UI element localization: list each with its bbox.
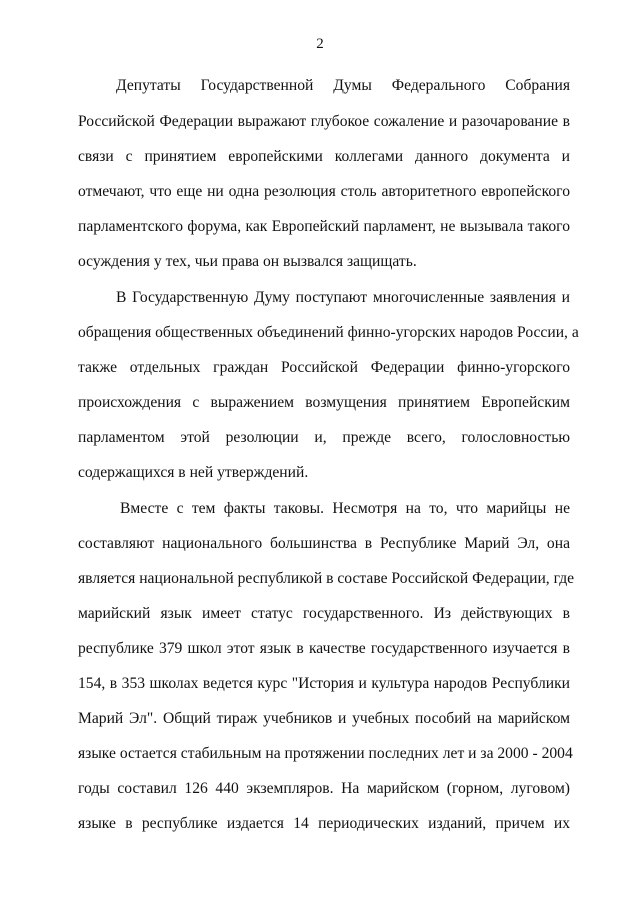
- paragraph-3-line-3: является национальной республикой в составе Российской Федерации, где: [78, 570, 575, 587]
- paragraph-2-line-6: содержащихся в ней утверждений.: [78, 464, 309, 481]
- paragraph-3-line-6: 154, в 353 школах ведется курс "История и культура народов Республики: [78, 675, 570, 692]
- paragraph-3-line-2: составляют национального большинства в Республике Марий Эл, она: [78, 535, 570, 552]
- paragraph-3-line-10: языке в республике издается 14 периодических изданий, причем их: [78, 815, 570, 832]
- paragraph-2-line-5: парламентом этой резолюции и, прежде всего, голословностью: [78, 429, 570, 446]
- paragraph-2-line-3: также отдельных граждан Российской Федерации финно-угорского: [78, 359, 570, 376]
- paragraph-3-line-9: годы составил 126 440 экземпляров. На марийском (горном, луговом): [78, 780, 570, 797]
- paragraph-1-line-3: связи с принятием европейскими коллегами данного документа и: [78, 148, 570, 165]
- paragraph-3-line-8: языке остается стабильным на протяжении последних лет и за 2000 - 2004: [78, 745, 573, 762]
- paragraph-1-line-4: отмечают, что еще ни одна резолюция столь авторитетного европейского: [78, 183, 570, 200]
- page-number: 2: [316, 36, 324, 52]
- paragraph-3-line-5: республике 379 школ этот язык в качестве государственного изучается в: [78, 640, 570, 657]
- paragraph-3-line-7: Марий Эл". Общий тираж учебников и учебных пособий на марийском: [78, 710, 570, 727]
- paragraph-2-line-2: обращения общественных объединений финно-угорских народов России, а: [78, 324, 579, 341]
- paragraph-1-line-5: парламентского форума, как Европейский парламент, не вызывала такого: [78, 218, 570, 235]
- paragraph-1-line-1: Депутаты Государственной Думы Федерального Собрания: [116, 77, 570, 94]
- paragraph-1-line-2: Российской Федерации выражают глубокое сожаление и разочарование в: [78, 113, 570, 130]
- paragraph-1-line-6: осуждения у тех, чьи права он вызвался защищать.: [78, 253, 417, 270]
- paragraph-2-line-4: происхождения с выражением возмущения принятием Европейским: [78, 394, 570, 411]
- paragraph-2-line-1: В Государственную Думу поступают многочисленные заявления и: [116, 289, 570, 306]
- paragraph-3-line-1: Вместе с тем факты таковы. Несмотря на то, что марийцы не: [120, 500, 570, 517]
- paragraph-3-line-4: марийский язык имеет статус государственного. Из действующих в: [78, 605, 570, 622]
